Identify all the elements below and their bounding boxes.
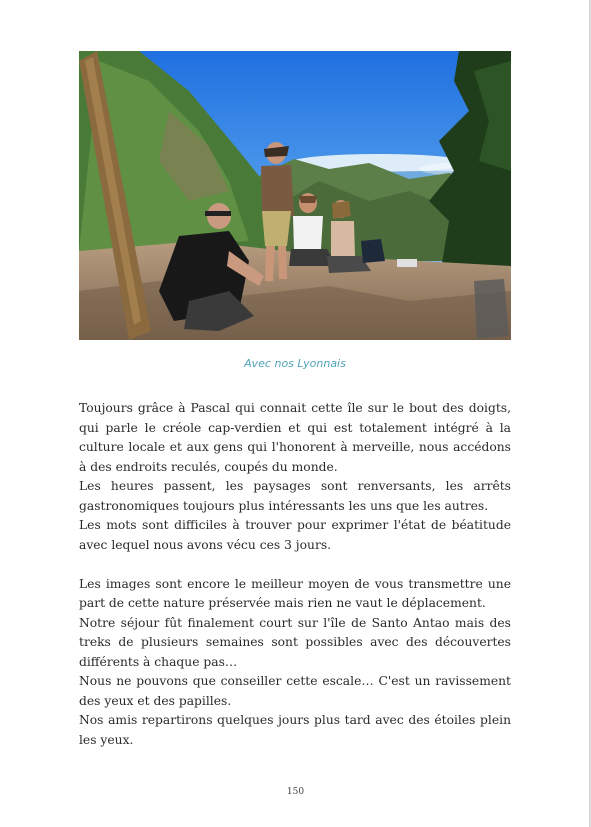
paragraph: Les mots sont difficiles à trouver pour exprimer l'état de béatitude avec lequel nous avons vécu ces 3 jours.: [79, 518, 511, 552]
photo-caption: Avec nos Lyonnais: [244, 357, 346, 370]
paragraph: Nous ne pouvons que conseiller cette escale… C'est un ravissement des yeux et des papilles.: [79, 674, 511, 708]
page-number: 150: [286, 787, 305, 797]
paragraph: Les heures passent, les paysages sont renversants, les arrêts gastronomiques toujours plus intéressants les uns que les autres.: [79, 479, 511, 513]
paragraph: Nos amis repartirons quelques jours plus tard avec des étoiles plein les yeux.: [79, 713, 511, 747]
paragraph-gap: [79, 555, 511, 575]
photo-group-on-mountain-icon: [79, 51, 511, 340]
paragraph: Toujours grâce à Pascal qui connait cette île sur le bout des doigts, qui parle le créole cap-verdien et qui est totalement intégré à la culture locale et aux gens qui l'honorent à merveille, nous accédons à des endroits reculés, coupés du monde.: [79, 401, 511, 474]
paragraph: Les images sont encore le meilleur moyen de vous transmettre une part de cette nature préservée mais rien ne vaut le déplacement.: [79, 576, 511, 610]
group-photo: [79, 51, 511, 340]
paragraph: Notre séjour fût finalement court sur l'île de Santo Antao mais des treks de plusieurs semaines sont possibles avec des découvertes différents à chaque pas…: [79, 615, 511, 669]
body-text: [79, 399, 511, 750]
